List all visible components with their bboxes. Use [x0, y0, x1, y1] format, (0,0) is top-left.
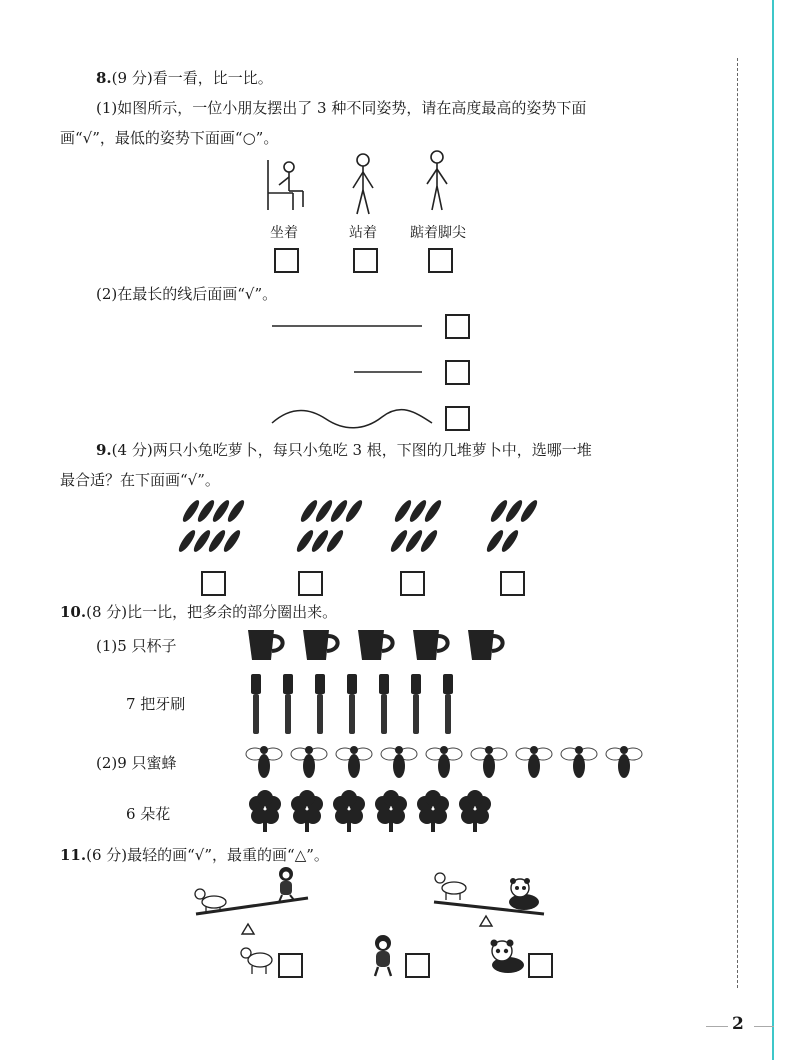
toothbrush-icon	[379, 674, 389, 734]
footer-rule-right	[754, 1026, 774, 1027]
cup-icon	[468, 630, 503, 660]
q9-line2: 最合适？在下面画“√”。	[60, 471, 220, 489]
carrot-pile-4	[484, 498, 539, 554]
bee-icon	[606, 746, 642, 778]
flowers-row	[247, 790, 507, 836]
flower-icon	[291, 790, 323, 832]
short-straight-line	[352, 366, 432, 376]
answer-box-panda[interactable]	[528, 953, 553, 978]
tiptoe-figure-icon	[422, 148, 452, 218]
monkey-icon	[279, 867, 294, 902]
answer-box-monkey[interactable]	[405, 953, 430, 978]
toothbrush-row	[247, 672, 477, 736]
answer-box-pile-1[interactable]	[201, 571, 226, 596]
standing-figure-icon	[348, 150, 378, 220]
long-straight-line	[270, 320, 430, 330]
monkey-answer-icon	[368, 934, 400, 978]
wavy-line	[268, 405, 438, 435]
binding-dashed-line	[737, 58, 738, 988]
bee-icon	[246, 746, 282, 778]
answer-box-line-3[interactable]	[445, 406, 470, 431]
cup-icon	[358, 630, 393, 660]
carrot-pile-3	[388, 498, 443, 554]
pose-label-tiptoe: 踮着脚尖	[410, 225, 466, 241]
answer-box-sheep[interactable]	[278, 953, 303, 978]
page-edge-border	[772, 0, 790, 1060]
bee-icon	[291, 746, 327, 778]
bees-label: (2)9 只蜜蜂	[96, 754, 177, 772]
q9-text-1: (4 分)两只小兔吃萝卜，每只小兔吃 3 根，下图的几堆萝卜中，选哪一堆	[111, 441, 592, 459]
q10-header	[60, 602, 337, 622]
q8-part1-line2: 画“√”，最低的姿势下面画“○”。	[60, 129, 279, 147]
answer-box-pile-2[interactable]	[298, 571, 323, 596]
q9-number: 9.	[96, 441, 112, 459]
q10-number: 10.	[60, 603, 87, 621]
bee-icon	[561, 746, 597, 778]
toothbrush-icon	[315, 674, 325, 734]
seesaw-sheep-panda	[428, 860, 558, 940]
toothbrush-icon	[443, 674, 453, 734]
pose-label-standing: 站着	[349, 225, 377, 241]
q8-number: 8.	[96, 69, 112, 87]
toothbrush-icon	[411, 674, 421, 734]
panda-answer-icon	[484, 937, 528, 975]
footer-rule-left	[706, 1026, 728, 1027]
toothbrush-icon	[347, 674, 357, 734]
seesaw-sheep-monkey	[190, 862, 320, 942]
carrot-piles	[175, 495, 595, 560]
flower-icon	[375, 790, 407, 832]
carrot-pile-2	[294, 498, 364, 554]
cups-label: (1)5 只杯子	[96, 637, 177, 655]
carrot-pile-1	[176, 498, 246, 554]
answer-box-standing[interactable]	[353, 248, 378, 273]
cup-icon	[303, 630, 338, 660]
q9-line1	[96, 440, 592, 460]
pose-label-sitting: 坐着	[270, 225, 298, 241]
brushes-label: 7 把牙刷	[126, 695, 186, 713]
sheep-answer-icon	[238, 944, 276, 976]
q11-number: 11.	[60, 846, 87, 864]
answer-box-tiptoe[interactable]	[428, 248, 453, 273]
toothbrush-icon	[283, 674, 293, 734]
bee-icon	[381, 746, 417, 778]
bee-icon	[471, 746, 507, 778]
q10-title: (8 分)比一比，把多余的部分圈出来。	[86, 603, 338, 621]
flower-icon	[459, 790, 491, 832]
flowers-label: 6 朵花	[126, 805, 171, 823]
cups-row	[244, 626, 524, 666]
flower-icon	[249, 790, 281, 832]
bee-icon	[516, 746, 552, 778]
answer-box-line-1[interactable]	[445, 314, 470, 339]
q8-part1-line1: (1)如图所示，一位小朋友摆出了 3 种不同姿势，请在高度最高的姿势下面	[96, 99, 587, 117]
page-number: 2	[732, 1014, 744, 1034]
flower-icon	[417, 790, 449, 832]
sheep-icon	[195, 889, 226, 912]
cup-icon	[413, 630, 448, 660]
panda-icon	[509, 878, 539, 910]
q8-title: (9 分)看一看，比一比。	[111, 69, 273, 87]
q11-title: (6 分)最轻的画“√”，最重的画“△”。	[86, 846, 329, 864]
flower-icon	[333, 790, 365, 832]
bee-icon	[336, 746, 372, 778]
bee-icon	[426, 746, 462, 778]
answer-box-pile-4[interactable]	[500, 571, 525, 596]
answer-box-pile-3[interactable]	[400, 571, 425, 596]
bees-row	[244, 742, 664, 784]
answer-box-line-2[interactable]	[445, 360, 470, 385]
sheep-icon	[435, 873, 466, 900]
answer-box-sitting[interactable]	[274, 248, 299, 273]
q8-header	[96, 68, 273, 88]
q8-part2-text: (2)在最长的线后面画“√”。	[96, 285, 278, 303]
cup-icon	[248, 630, 283, 660]
sitting-figure-icon	[265, 155, 315, 215]
toothbrush-icon	[251, 674, 261, 734]
